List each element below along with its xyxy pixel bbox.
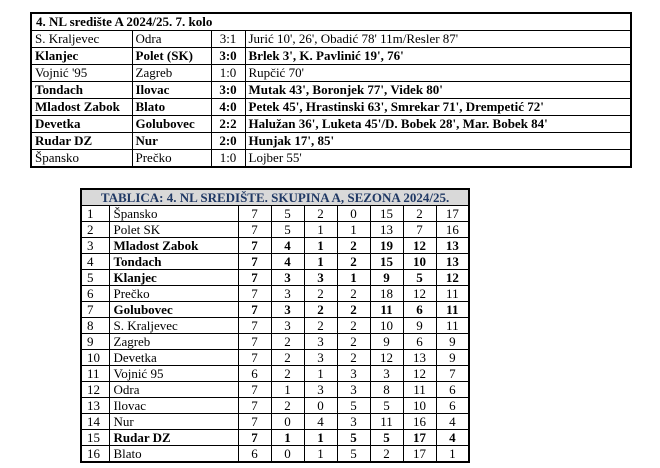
standings-title-row: [81, 189, 469, 206]
goals-against-cell: 6: [403, 302, 436, 318]
standings-table: [80, 188, 470, 463]
points-cell: 16: [436, 222, 469, 238]
position-cell: 10: [81, 350, 109, 366]
scorers-cell: Rupčić 70': [245, 65, 631, 82]
results-row: [31, 31, 631, 48]
results-row: [31, 48, 631, 65]
score-cell: 3:0: [211, 82, 245, 99]
goals-against-cell: 6: [403, 334, 436, 350]
score-cell: 3:1: [211, 31, 245, 48]
goals-against-cell: 10: [403, 254, 436, 270]
points-cell: 6: [436, 382, 469, 398]
drawn-cell: 3: [304, 334, 337, 350]
lost-cell: 3: [337, 366, 370, 382]
goals-for-cell: 9: [370, 334, 403, 350]
won-cell: 5: [271, 222, 304, 238]
team-cell: Zagreb: [109, 334, 238, 350]
home-team-cell: Klanjec: [31, 48, 132, 65]
home-team-cell: S. Kraljevec: [31, 31, 132, 48]
results-row: [31, 82, 631, 99]
standings-row: [81, 446, 469, 463]
standings-row: [81, 318, 469, 334]
team-cell: Polet SK: [109, 222, 238, 238]
standings-table-title: TABLICA: 4. NL SREDIŠTE. SKUPINA A, SEZONA 2024/25.: [81, 189, 469, 206]
position-cell: 2: [81, 222, 109, 238]
standings-row: [81, 286, 469, 302]
lost-cell: 2: [337, 334, 370, 350]
standings-row: [81, 270, 469, 286]
goals-against-cell: 9: [403, 318, 436, 334]
played-cell: 7: [238, 398, 271, 414]
lost-cell: 2: [337, 238, 370, 254]
score-cell: 3:0: [211, 48, 245, 65]
home-team-cell: Mladost Zabok: [31, 99, 132, 116]
results-title-row: [31, 13, 631, 31]
points-cell: 1: [436, 446, 469, 463]
goals-against-cell: 17: [403, 430, 436, 446]
lost-cell: 2: [337, 286, 370, 302]
goals-for-cell: 12: [370, 350, 403, 366]
position-cell: 4: [81, 254, 109, 270]
lost-cell: 3: [337, 414, 370, 430]
lost-cell: 1: [337, 270, 370, 286]
scorers-cell: Lojber 55': [245, 150, 631, 168]
position-cell: 16: [81, 446, 109, 463]
results-row: [31, 99, 631, 116]
scorers-cell: Brlek 3', K. Pavlinić 19', 76': [245, 48, 631, 65]
drawn-cell: 1: [304, 366, 337, 382]
goals-for-cell: 9: [370, 270, 403, 286]
played-cell: 7: [238, 350, 271, 366]
points-cell: 9: [436, 334, 469, 350]
played-cell: 7: [238, 414, 271, 430]
team-cell: Špansko: [109, 206, 238, 222]
lost-cell: 2: [337, 318, 370, 334]
scorers-cell: Petek 45', Hrastinski 63', Smrekar 71', Drempetić 72': [245, 99, 631, 116]
standings-row: [81, 222, 469, 238]
away-team-cell: Polet (SK): [132, 48, 211, 65]
lost-cell: 5: [337, 430, 370, 446]
goals-against-cell: 12: [403, 286, 436, 302]
goals-against-cell: 16: [403, 414, 436, 430]
goals-for-cell: 15: [370, 254, 403, 270]
points-cell: 4: [436, 430, 469, 446]
team-cell: Rudar DZ: [109, 430, 238, 446]
goals-against-cell: 7: [403, 222, 436, 238]
standings-row: [81, 382, 469, 398]
points-cell: 17: [436, 206, 469, 222]
goals-for-cell: 5: [370, 398, 403, 414]
lost-cell: 2: [337, 254, 370, 270]
goals-against-cell: 12: [403, 238, 436, 254]
won-cell: 0: [271, 414, 304, 430]
team-cell: Ilovac: [109, 398, 238, 414]
standings-row: [81, 334, 469, 350]
won-cell: 5: [271, 206, 304, 222]
scorers-cell: Halužan 36', Luketa 45'/D. Bobek 28', Mar. Bobek 84': [245, 116, 631, 133]
played-cell: 7: [238, 430, 271, 446]
scorers-cell: Hunjak 17', 85': [245, 133, 631, 150]
away-team-cell: Zagreb: [132, 65, 211, 82]
points-cell: 4: [436, 414, 469, 430]
away-team-cell: Blato: [132, 99, 211, 116]
team-cell: Devetka: [109, 350, 238, 366]
team-cell: Tondach: [109, 254, 238, 270]
results-table: [30, 12, 632, 168]
drawn-cell: 1: [304, 430, 337, 446]
position-cell: 7: [81, 302, 109, 318]
goals-for-cell: 3: [370, 366, 403, 382]
lost-cell: 3: [337, 382, 370, 398]
won-cell: 1: [271, 430, 304, 446]
home-team-cell: Špansko: [31, 150, 132, 168]
results-row: [31, 65, 631, 82]
position-cell: 6: [81, 286, 109, 302]
home-team-cell: Rudar DZ: [31, 133, 132, 150]
played-cell: 7: [238, 302, 271, 318]
team-cell: S. Kraljevec: [109, 318, 238, 334]
played-cell: 7: [238, 286, 271, 302]
position-cell: 3: [81, 238, 109, 254]
standings-row: [81, 350, 469, 366]
goals-for-cell: 13: [370, 222, 403, 238]
position-cell: 8: [81, 318, 109, 334]
played-cell: 6: [238, 366, 271, 382]
won-cell: 3: [271, 302, 304, 318]
score-cell: 2:0: [211, 133, 245, 150]
won-cell: 3: [271, 270, 304, 286]
won-cell: 0: [271, 446, 304, 463]
won-cell: 2: [271, 334, 304, 350]
team-cell: Nur: [109, 414, 238, 430]
results-row: [31, 116, 631, 133]
played-cell: 7: [238, 334, 271, 350]
goals-for-cell: 15: [370, 206, 403, 222]
goals-for-cell: 8: [370, 382, 403, 398]
goals-against-cell: 2: [403, 206, 436, 222]
lost-cell: 2: [337, 302, 370, 318]
points-cell: 13: [436, 254, 469, 270]
drawn-cell: 1: [304, 254, 337, 270]
position-cell: 9: [81, 334, 109, 350]
drawn-cell: 3: [304, 350, 337, 366]
goals-for-cell: 11: [370, 414, 403, 430]
drawn-cell: 2: [304, 286, 337, 302]
results-table-title: 4. NL središte A 2024/25. 7. kolo: [31, 13, 631, 31]
results-row: [31, 150, 631, 168]
drawn-cell: 1: [304, 222, 337, 238]
position-cell: 5: [81, 270, 109, 286]
points-cell: 9: [436, 350, 469, 366]
drawn-cell: 4: [304, 414, 337, 430]
won-cell: 2: [271, 366, 304, 382]
score-cell: 1:0: [211, 150, 245, 168]
score-cell: 2:2: [211, 116, 245, 133]
goals-for-cell: 2: [370, 446, 403, 463]
standings-row: [81, 302, 469, 318]
points-cell: 6: [436, 398, 469, 414]
position-cell: 11: [81, 366, 109, 382]
drawn-cell: 1: [304, 446, 337, 463]
drawn-cell: 0: [304, 398, 337, 414]
standings-row: [81, 414, 469, 430]
team-cell: Odra: [109, 382, 238, 398]
won-cell: 4: [271, 238, 304, 254]
goals-against-cell: 10: [403, 398, 436, 414]
drawn-cell: 3: [304, 382, 337, 398]
home-team-cell: Vojnić '95: [31, 65, 132, 82]
goals-for-cell: 10: [370, 318, 403, 334]
points-cell: 11: [436, 286, 469, 302]
standings-row: [81, 398, 469, 414]
played-cell: 7: [238, 206, 271, 222]
team-cell: Golubovec: [109, 302, 238, 318]
standings-row: [81, 206, 469, 222]
points-cell: 11: [436, 318, 469, 334]
points-cell: 7: [436, 366, 469, 382]
drawn-cell: 1: [304, 238, 337, 254]
standings-row: [81, 238, 469, 254]
played-cell: 7: [238, 382, 271, 398]
played-cell: 6: [238, 446, 271, 463]
away-team-cell: Golubovec: [132, 116, 211, 133]
standings-row: [81, 366, 469, 382]
won-cell: 1: [271, 382, 304, 398]
away-team-cell: Prečko: [132, 150, 211, 168]
played-cell: 7: [238, 270, 271, 286]
position-cell: 13: [81, 398, 109, 414]
points-cell: 12: [436, 270, 469, 286]
lost-cell: 2: [337, 350, 370, 366]
lost-cell: 0: [337, 206, 370, 222]
played-cell: 7: [238, 222, 271, 238]
team-cell: Blato: [109, 446, 238, 463]
won-cell: 3: [271, 318, 304, 334]
team-cell: Klanjec: [109, 270, 238, 286]
goals-for-cell: 18: [370, 286, 403, 302]
position-cell: 14: [81, 414, 109, 430]
won-cell: 4: [271, 254, 304, 270]
goals-against-cell: 13: [403, 350, 436, 366]
home-team-cell: Tondach: [31, 82, 132, 99]
drawn-cell: 2: [304, 302, 337, 318]
results-row: [31, 133, 631, 150]
position-cell: 12: [81, 382, 109, 398]
scorers-cell: Mutak 43', Boronjek 77', Videk 80': [245, 82, 631, 99]
score-cell: 1:0: [211, 65, 245, 82]
score-cell: 4:0: [211, 99, 245, 116]
scorers-cell: Jurić 10', 26', Obadić 78' 11m/Resler 87': [245, 31, 631, 48]
played-cell: 7: [238, 254, 271, 270]
away-team-cell: Odra: [132, 31, 211, 48]
lost-cell: 5: [337, 398, 370, 414]
goals-against-cell: 17: [403, 446, 436, 463]
won-cell: 2: [271, 350, 304, 366]
lost-cell: 1: [337, 222, 370, 238]
goals-against-cell: 11: [403, 382, 436, 398]
position-cell: 15: [81, 430, 109, 446]
won-cell: 2: [271, 398, 304, 414]
goals-for-cell: 5: [370, 430, 403, 446]
team-cell: Prečko: [109, 286, 238, 302]
home-team-cell: Devetka: [31, 116, 132, 133]
away-team-cell: Nur: [132, 133, 211, 150]
goals-for-cell: 19: [370, 238, 403, 254]
goals-for-cell: 11: [370, 302, 403, 318]
drawn-cell: 2: [304, 318, 337, 334]
drawn-cell: 3: [304, 270, 337, 286]
points-cell: 13: [436, 238, 469, 254]
played-cell: 7: [238, 238, 271, 254]
goals-against-cell: 12: [403, 366, 436, 382]
team-cell: Mladost Zabok: [109, 238, 238, 254]
lost-cell: 5: [337, 446, 370, 463]
position-cell: 1: [81, 206, 109, 222]
goals-against-cell: 5: [403, 270, 436, 286]
won-cell: 3: [271, 286, 304, 302]
drawn-cell: 2: [304, 206, 337, 222]
points-cell: 11: [436, 302, 469, 318]
away-team-cell: Ilovac: [132, 82, 211, 99]
team-cell: Vojnić 95: [109, 366, 238, 382]
standings-row: [81, 430, 469, 446]
standings-row: [81, 254, 469, 270]
played-cell: 7: [238, 318, 271, 334]
